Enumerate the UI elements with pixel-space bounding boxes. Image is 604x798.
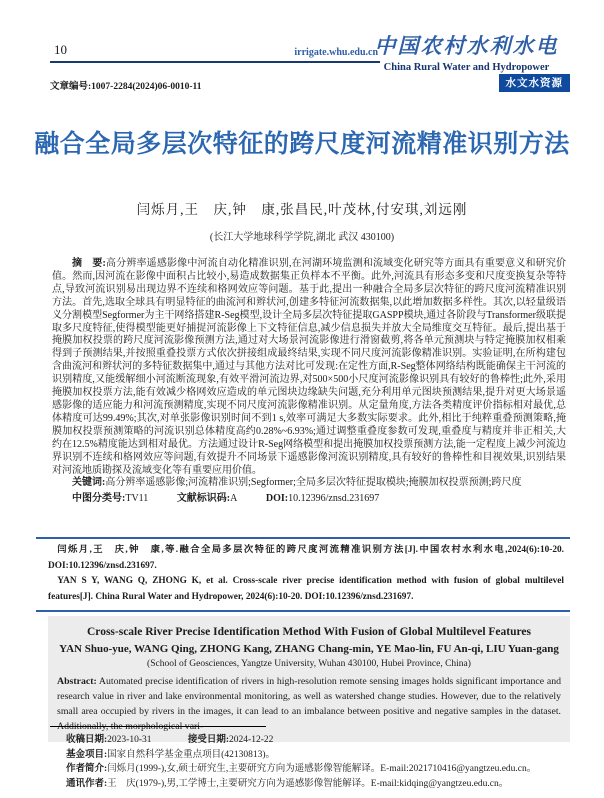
bio-text: 闫烁月(1999-),女,硕士研究生,主要研究方向为遥感影像智能解译。E-mail:2021710416@yangtzeu.edu.cn。 [107,764,537,774]
footnote-corresponding [66,777,572,792]
corresponding-label: 通讯作者: [66,778,108,789]
article-title-en: Cross-scale River Precise Identification Method With Fusion of Global Multilevel Features [87,626,531,638]
keywords-label: 关键词: [72,477,106,489]
abstract-en [57,674,561,734]
header-left-rule [50,42,380,63]
authors-en: YAN Shuo-yue, WANG Qing, ZHONG Kang, ZHANG Chang-min, YE Mao-lin, FU An-qi, LIU Yuan-gang [59,643,559,655]
accepted-date: 2024-12-22 [229,735,274,745]
fund-text: 国家自然科学基金重点项目(42130813)。 [107,749,275,760]
article-id: 文章编号:1007-2284(2024)06-0010-11 [50,82,202,92]
fund-label: 基金项目: [66,749,108,760]
affiliation-cn: (长江大学地球科学学院,湖北 武汉 430100) [209,232,395,243]
footnotes [66,733,572,791]
abstract-en-label: Abstract: [57,676,97,687]
doc-code-label: 文献标识码: [176,493,231,505]
received-label: 收稿日期: [66,735,108,745]
received-date: 2023-10-31 [107,735,152,745]
clc-label: 中图分类号: [72,493,126,505]
journal-masthead [359,30,574,73]
page-number: 10 [54,42,67,57]
abstract-block [52,258,566,506]
citation-cn: 闫烁月,王 庆,钟 康,等.融合全局多层次特征的跨尺度河流精准识别方法[J].中国农村水利水电,2024(6):10-20. DOI:10.12396/znsd.231697. [48,545,564,571]
journal-name-cn: 中国农村水利水电 [374,34,559,58]
clc-value: TV11 [125,493,149,505]
citation-box [36,537,570,612]
keywords-line [52,477,566,490]
doi-value: 10.12396/znsd.231697 [288,493,380,505]
category-badge: 水文水资源 [499,74,571,92]
journal-name-en: China Rural Water and Hydropower [383,62,550,73]
footnote-fund [66,748,572,763]
footnote-author-bio [66,762,572,777]
authors-cn: 闫烁月,王 庆,钟 康,张昌民,叶茂林,付安琪,刘远刚 [136,202,468,217]
abstract-en-text: Automated precise identification of rivers in high-resolution remote sensing images holds significant importance and research value in river and lake environmental monitoring, as well as watershed change studies. However, due to the relatively small area occupied by rivers in the images, it can lead to an imbalance between positive and negative samples in the dataset. Additionally, the morphological vari- [57,676,561,732]
doi-label: DOI: [265,493,289,505]
doc-code-value: A [230,493,238,505]
citation-en: YAN S Y, WANG Q, ZHONG K, et al. Cross-scale river precise identification method with fusion of global multilevel features[J]. China Rural Water and Hydropower, 2024(6):10-20. DOI:10.12396/znsd.231697. [48,576,564,602]
keywords-text: 高分辨率遥感影像;河流精准识别;Segformer;全局多层次特征提取模块;掩膜加权投票预测;跨尺度 [105,477,522,489]
abstract-paragraph [52,258,566,477]
corresponding-text: 王 庆(1979-),男,工学博士,主要研究方向为遥感影像智能解译。E-mail:kidqing@yangtzeu.edu.cn。 [107,778,509,789]
article-title-cn: 融合全局多层次特征的跨尺度河流精准识别方法 [34,130,570,158]
footnote-dates [66,733,572,748]
journal-website-link[interactable]: irrigate.whu.edu.cn [294,47,378,58]
abstract-text: 高分辨率遥感影像中河流自动化精准识别,在河湖环境监测和流域变化研究等方面具有重要意义和研究价值。然而,因河流在影像中面积占比较小,易造成数据集正负样本不平衡。此外,河流具有形态多变和尺度变换复杂等特点,导致河流识别易出现边界不连续和格网效应等问题。基于此,提出一种融合全局多层次特征的跨尺度河流精准识别方法。首先,选取全球具有明显特征的曲流河和辫状河,创建多特征河流数据集,以此增加数据多样性。其次,以轻量级语义分割模型Segformer为主干网络搭建R-Seg模型,设计全局多层次特征提取GASPP模块,通过各阶段与Transformer级联提取多尺度特征,使得模型能更好捕捉河流影像上下文特征信息,减少信息损失并放大全局维度交互特征。最后,提出基于掩膜加权投票的跨尺度河流影像预测方法,通过对大场景河流影像进行滑窗截剪,将各单元预测块与特定掩膜加权相乘得到子预测结果,并按照重叠投票方式依次拼接组成最终结果,实现不同尺度河流影像精准识别。实验证明,在所构建包含曲流河和辫状河的多特征数据集中,通过与其他方法对比可发现:在定性方面,R-Seg整体网络结构既能确保主干河流的识别精度,又能缓解细小河流断流现象,有效平滑河流边界,对500×500小尺度河流影像识别具有较好的鲁棒性;此外,采用掩膜加权投票方法,能有效减少格网效应造成的单元图块边缘缺失问题,充分利用单元图块预测结果,提升对更大场景遥感影像的适应能力和河流预测精度,实现不同尺度河流影像精准识别。从定量角度,方法各类精度评价指标相对最优,总体精度可达99.49%;其次,对单张影像识别时间不到1 s,效率可满足大多数实际要求。此外,相比于纯粹重叠预测策略,掩膜加权投票预测策略的河流识别总体精度高约0.28%~6.93%;通过调整重叠度参数可发现,重叠度与精度并非正相关,大约在12.5%精度能达到相对最优。方法通过设计R-Seg网络模型和提出掩膜加权投票预测方法,能一定程度上减少河流边界识别不连续和格网效应等问题,有效提升不同场景下遥感影像河流识别精度,具有较好的鲁棒性和目视效果,识别结果对河流地质勘探及流域变化等有重要应用价值。 [52,258,566,476]
classification-line [52,493,566,506]
accepted-label: 接受日期: [187,735,230,745]
english-abstract-box [48,616,570,742]
footnote-divider [50,726,266,727]
bio-label: 作者简介: [66,764,108,774]
affiliation-en: (School of Geosciences, Yangtze University, Wuhan 430100, Hubei Province, China) [147,659,471,669]
abstract-label: 摘 要: [72,258,106,269]
